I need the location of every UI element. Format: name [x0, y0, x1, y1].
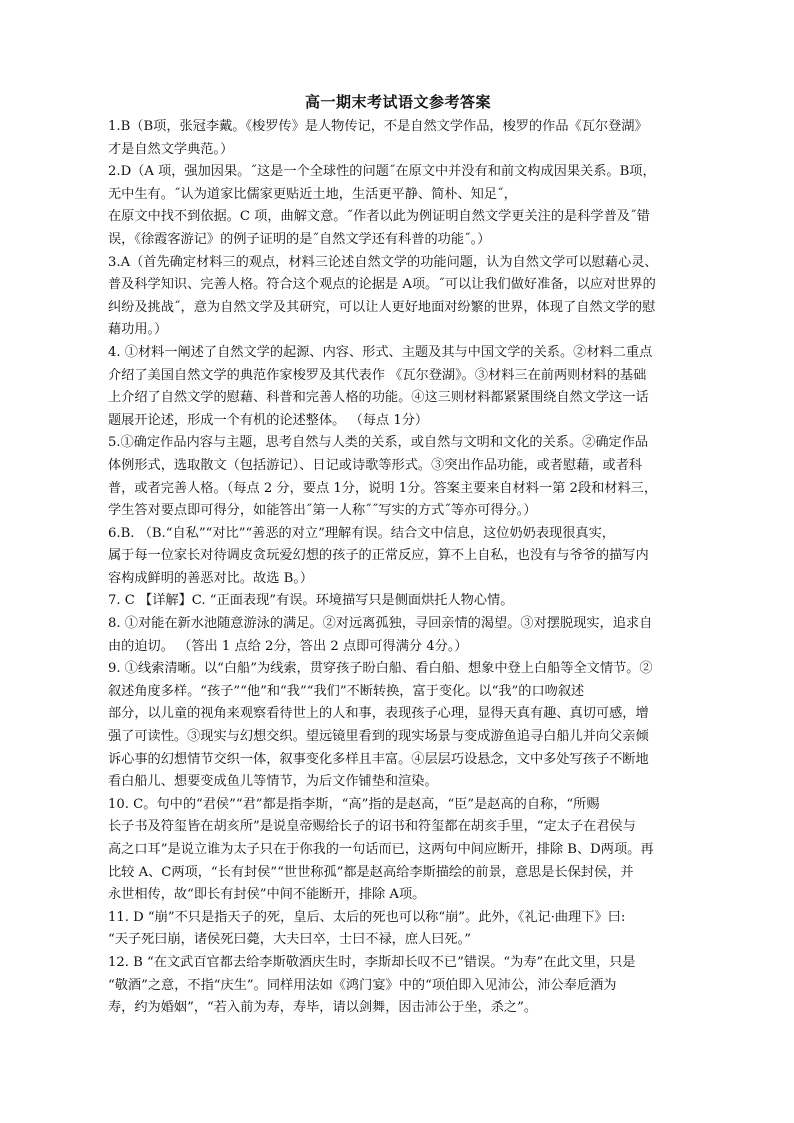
answer-line: 5.①确定作品内容与主题，思考自然与人类的关系，或自然与文明和文化的关系。②确定作品 — [108, 435, 649, 451]
answer-line: 部分，以儿童的视角来观察看待世上的人和事，表现孩子心理，显得天真有趣、真切可感，增 — [108, 706, 649, 722]
answer-line: 由的迫切。 （答出 1 点给 2分，答出 2 点即可得满分 4分。） — [108, 638, 468, 654]
answer-line: 12. B “在文武百官都去给李斯敬酒庆生时，李斯却长叹不已”错误。“为寿”在此文里，只是 — [108, 954, 636, 970]
answer-line: “天子死曰崩，诸侯死曰薨，大夫曰卒，士曰不禄，庶人曰死。” — [108, 932, 471, 948]
answer-line: 才是自然文学典范。） — [108, 141, 234, 157]
answer-line: 属于每一位家长对待调皮贪玩爱幻想的孩子的正常反应，算不上自私，也没有与爷爷的描写内 — [108, 548, 649, 564]
answer-line: 在原文中找不到依据。C 项，曲解文意。˝作者以此为例证明自然文学更关注的是科学普及˝错 — [108, 209, 650, 225]
answer-list — [108, 116, 688, 1020]
answer-item — [108, 907, 688, 952]
answer-line: 看白船儿、想要变成鱼儿等情节，为后文作铺垫和渲染。 — [108, 774, 438, 790]
answer-line: 叙述角度多样。“孩子”“他”和“我”“我们”不断转换，富于变化。以“我”的口吻叙述 — [108, 683, 585, 699]
answer-line: 容构成鲜明的善恶对比。故选 B。） — [108, 570, 314, 586]
answer-item — [108, 590, 688, 613]
answer-line: 11. D “崩”不只是指天子的死，皇后、太后的死也可以称“崩”。此外，《礼记·曲理下》曰: — [108, 909, 626, 925]
answer-line: 纠纷及挑战˝，意为自然文学及其研究，可以让人更好地面对纷繁的世界，体现了自然文学的慰 — [108, 299, 656, 315]
answer-line: 藉功用。） — [108, 322, 168, 338]
answer-item — [108, 252, 688, 342]
answer-line: 介绍了美国自然文学的典范作家梭罗及其代表作 《瓦尔登湖》。③材料三在前两则材料的基础 — [108, 367, 647, 383]
answer-item — [108, 658, 688, 794]
answer-item — [108, 523, 688, 591]
answer-line: 4. ①材料一阐述了自然文学的起源、内容、形式、主题及其与中国文学的关系。②材料二重点 — [108, 344, 653, 360]
answer-line: 6.B. （B.“自私”“对比”“善恶的对立”理解有误。结合文中信息，这位奶奶表现很真实， — [108, 525, 615, 541]
answer-line: 比较 A、C两项，“长有封侯”“世世称孤”都是赵高给李斯描绘的前景，意思是长保封侯，并 — [108, 864, 634, 880]
answer-line: 7. C 【详解】C. “正面表现”有误。环境描写只是侧面烘托人物心情。 — [108, 593, 514, 609]
answer-item — [108, 952, 688, 1020]
page-title: 高一期末考试语文参考答案 — [304, 93, 491, 111]
answer-line: 高之口耳”是说立谁为太子只在于你我的一句话而已，这两句中间应断开，排除 B、D两项。再 — [108, 842, 654, 857]
answer-item — [108, 432, 688, 522]
answer-line: 上介绍了自然文学的慰藉、科普和完善人格的功能。④这三则材料都紧紧围绕自然文学这一话 — [108, 390, 649, 406]
answer-line: 9. ①线索清晰。以“白船”为线索，贯穿孩子盼白船、看白船、想象中登上白船等全文情节。② — [108, 661, 653, 677]
answer-item — [108, 161, 688, 251]
answer-item — [108, 116, 688, 161]
answer-line: 误，《徐霞客游记》的例子证明的是˝自然文学还有科普的功能˝。） — [108, 231, 491, 247]
answer-line: 8. ①对能在新水池随意游泳的满足。②对远离孤独，寻回亲情的渴望。③对摆脱现实，追求自 — [108, 616, 653, 632]
answer-item — [108, 794, 688, 907]
answer-line: 寿，约为婚姻”，“若入前为寿，寿毕，请以剑舞，因击沛公于坐，杀之”。 — [108, 1000, 538, 1016]
answer-line: 强了可读性。③现实与幻想交织。望远镜里看到的现实场景与变成游鱼追寻白船儿并向父亲倾 — [108, 729, 649, 745]
answer-line: 1.B（B项，张冠李戴。《梭罗传》是人物传记，不是自然文学作品，梭罗的作品《瓦尔登湖》 — [108, 119, 648, 134]
answer-line: 学生答对要点即可得分，如能答出˝第一人称˝˝写实的方式˝等亦可得分。） — [108, 503, 537, 519]
answer-line: 诉心事的幻想情节交织一体，叙事变化多样且丰富。④层层巧设悬念，文中多处写孩子不断地 — [108, 751, 649, 767]
answer-line: 无中生有。˝认为道家比儒家更贴近土地，生活更平静、简朴、知足˝， — [108, 186, 517, 202]
answer-line: 3.A（首先确定材料三的观点，材料三论述自然文学的功能问题，认为自然文学可以慰藉心灵、 — [108, 254, 658, 270]
answer-line: 体例形式，选取散文（包括游记）、日记或诗歌等形式。③突出作品功能，或者慰藉，或者科 — [108, 457, 643, 473]
answer-line: 普及科学知识、完善人格。符合这个观点的论据是 A项。˝可以让我们做好准备，以应对世界的 — [108, 277, 656, 293]
answer-line: 2.D（A 项，强加因果。˝这是一个全球性的问题˝在原文中并没有和前文构成因果关系。B项， — [108, 164, 656, 180]
answer-line: 永世相传，故“即长有封侯”中间不能断开，排除 A项。 — [108, 887, 426, 903]
answer-line: 题展开论述，形成一个有机的论述整体。 （每点 1分） — [108, 412, 429, 428]
answer-line: 10. C。句中的“君侯”“君”都是指李斯，“高”指的是赵高，“臣”是赵高的自称，“所赐 — [108, 796, 600, 812]
answer-line: 普，或者完善人格。（每点 2 分，要点 1分，说明 1分。答案主要来自材料一第 2段和材料三， — [108, 480, 658, 496]
answer-item — [108, 342, 688, 432]
answer-line: 长子书及符玺皆在胡亥所”是说皇帝赐给长子的诏书和符玺都在胡亥手里，“定太子在君侯与 — [108, 819, 636, 835]
answer-line: “敬酒”之意，不指“庆生”。同样用法如《鸿门宴》中的“项伯即入见沛公，沛公奉卮酒为 — [108, 977, 617, 993]
answer-document — [108, 90, 688, 1020]
answer-item — [108, 613, 688, 658]
